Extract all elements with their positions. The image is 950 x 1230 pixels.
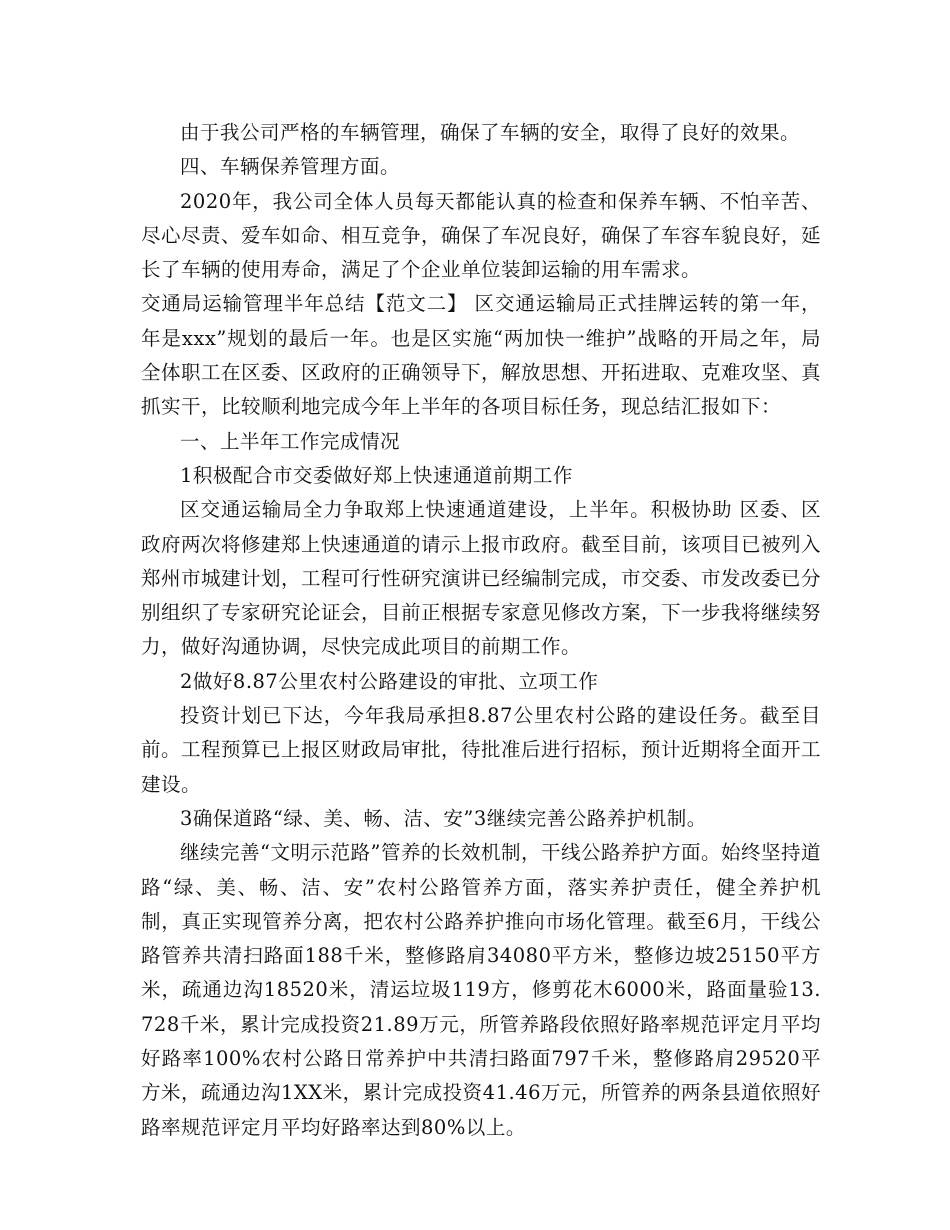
document-body (141, 116, 821, 1145)
item-heading-road-maintenance: 3确保道路“绿、美、畅、洁、安”3继续完善公路养护机制。 (180, 806, 707, 830)
paragraph-vehicle-management-result: 由于我公司严格的车辆管理，确保了车辆的安全，取得了良好的效果。 (180, 121, 801, 144)
section-heading-half-year-work: 一、上半年工作完成情况 (180, 429, 401, 453)
sample-two-gap (467, 292, 474, 315)
paragraph-sample-two (141, 287, 821, 424)
item-heading-rural-road: 2做好8.87公里农村公路建设的审批、立项工作 (180, 669, 599, 693)
sample-two-title: 交通局运输管理半年总结【范文二】 (141, 292, 468, 316)
item-heading-expressway: 1积极配合市交委做好郑上快速通道前期工作 (180, 463, 573, 487)
paragraph-2020-maintenance: 2020年，我公司全体人员每天都能认真的检查和保养车辆、不怕辛苦、尽心尽责、爱车如命、相互竞争，确保了车况良好，确保了车容车貌良好，延长了车辆的使用寿命，满足了个企业单位装卸运输的用车需求。 (141, 189, 822, 282)
paragraph-rural-road: 投资计划已下达，今年我局承担8.87公里农村公路的建设任务。截至目前。工程预算已上报区财政局审批，待批准后进行招标，预计近期将全面开工建设。 (141, 704, 822, 796)
section-heading-vehicle-maintenance: 四、车辆保养管理方面。 (180, 155, 401, 179)
paragraph-road-maintenance: 继续完善“文明示范路”管养的长效机制，干线公路养护方面。始终坚持道路“绿、美、畅、洁、安”农村公路管养方面，落实养护责任，健全养护机制，真正实现管养分离，把农村公路养护推向市场化管理。截至6月，干线公路管养共清扫路面188千米，整修路肩34080平方米，整修边坡25150平方米，疏通边沟18520米，清运垃圾119方，修剪花木6000米，路面量验13.728千米，累计完成投资21.89万元，所管养路段依照好路率规范评定月平均好路率100%农村公路日常养护中共清扫路面797千米，整修路肩29520平方米，疏通边沟1XX米，累计完成投资41.46万元，所管养的两条县道依照好路率规范评定月平均好路率达到80%以上。 (141, 841, 821, 1139)
paragraph-expressway: 区交通运输局全力争取郑上快速通道建设，上半年。积极协助 区委、区政府两次将修建郑上快速通道的请示上报市政府。截至目前，该项目已被列入郑州市城建计划，工程可行性研究演讲已经编制完成，市交委、市发改委已分别组织了专家研究论证会，目前正根据专家意见修改方案，下一步我将继续努力，做好沟通协调，尽快完成此项目的前期工作。 (141, 498, 822, 659)
sample-two-body: 区交通运输局正式挂牌运转的第一年，年是xxx”规划的最后一年。也是区实施“两加快一维护”战略的开局之年，局全体职工在区委、区政府的正确领导下，解放思想、开拓进取、克难攻坚、真抓实干，比较顺利地完成今年上半年的各项目标任务，现总结汇报如下： (141, 292, 822, 419)
